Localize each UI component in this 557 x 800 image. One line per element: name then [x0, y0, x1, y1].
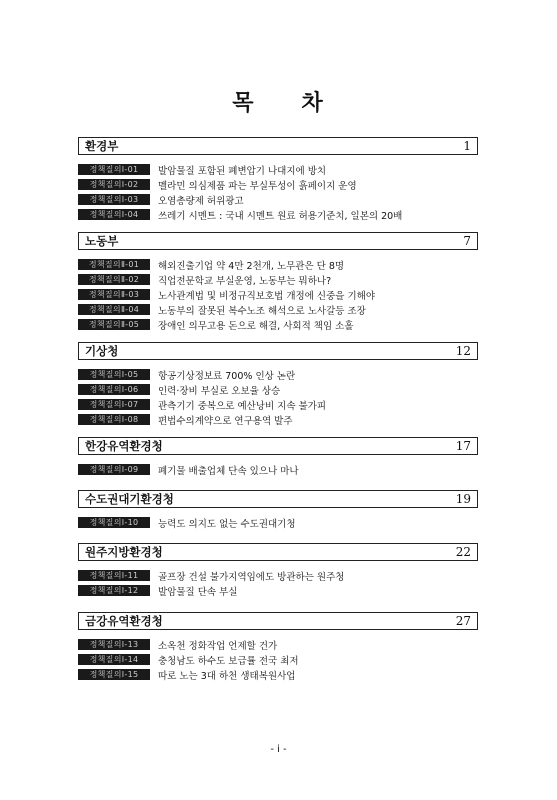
section-heading-box — [78, 437, 478, 455]
section-wonju-office — [78, 543, 478, 598]
section-page-number: 19 — [455, 492, 471, 506]
section-page-number: 12 — [455, 344, 471, 358]
section-page-number: 1 — [463, 139, 471, 153]
list-item[interactable] — [78, 257, 478, 272]
title-part-1: 목 — [232, 91, 256, 116]
section-page-number: 17 — [455, 439, 471, 453]
section-heading: 환경부 — [85, 139, 119, 153]
item-tag: 정책질의Ⅰ-15 — [78, 669, 150, 680]
item-tag: 정책질의Ⅱ-03 — [78, 289, 150, 300]
item-tag: 정책질의Ⅰ-04 — [78, 209, 150, 220]
item-text: 발암물질 포함된 폐변압기 나대지에 방치 — [158, 165, 327, 177]
section-heading-box — [78, 342, 478, 360]
item-text: 직업전문학교 부실운영, 노동부는 뭐하나? — [158, 275, 332, 287]
item-text: 관측기기 중복으로 예산낭비 지속 불가피 — [158, 400, 327, 412]
item-text: 노사관계법 및 비정규직보호법 개정에 신중을 기해야 — [158, 290, 375, 302]
list-item[interactable] — [78, 272, 478, 287]
list-item[interactable] — [78, 667, 478, 682]
item-text: 능력도 의지도 없는 수도권대기청 — [158, 518, 296, 530]
item-tag: 정책질의Ⅰ-06 — [78, 384, 150, 395]
item-text: 발암물질 단속 부실 — [158, 586, 238, 598]
section-heading-box — [78, 232, 478, 250]
item-tag: 정책질의Ⅱ-04 — [78, 304, 150, 315]
title-part-2: 차 — [301, 91, 325, 116]
section-page-number: 7 — [463, 234, 471, 248]
item-text: 장애인 의무고용 돈으로 해결, 사회적 책임 소홀 — [158, 320, 354, 332]
section-heading: 수도권대기환경청 — [85, 492, 174, 506]
section-heading-box — [78, 543, 478, 561]
section-heading: 금강유역환경청 — [85, 614, 163, 628]
item-tag: 정책질의Ⅰ-08 — [78, 414, 150, 425]
list-item[interactable] — [78, 637, 478, 652]
section-labor-ministry — [78, 232, 478, 332]
item-tag: 정책질의Ⅰ-14 — [78, 654, 150, 665]
item-tag: 정책질의Ⅰ-01 — [78, 164, 150, 175]
list-item[interactable] — [78, 412, 478, 427]
item-text: 따로 노는 3대 하천 생태복원사업 — [158, 670, 296, 682]
section-meteorological-administration — [78, 342, 478, 427]
item-text: 충청남도 하수도 보급률 전국 최저 — [158, 655, 299, 667]
list-item[interactable] — [78, 367, 478, 382]
item-text: 항공기상정보료 700% 인상 논란 — [158, 370, 296, 382]
item-text: 폐기물 배출업체 단속 있으나 마나 — [158, 465, 299, 477]
list-item[interactable] — [78, 177, 478, 192]
item-tag: 정책질의Ⅱ-05 — [78, 319, 150, 330]
item-text: 인력·장비 부실로 오보율 상승 — [158, 385, 281, 397]
item-tag: 정책질의Ⅰ-11 — [78, 570, 150, 581]
item-text: 쓰레기 시멘트 : 국내 시멘트 원료 허용기준치, 일본의 20배 — [158, 210, 403, 222]
section-heading: 기상청 — [85, 344, 119, 358]
item-tag: 정책질의Ⅰ-05 — [78, 369, 150, 380]
item-tag: 정책질의Ⅰ-09 — [78, 464, 150, 475]
section-page-number: 27 — [455, 614, 471, 628]
item-tag: 정책질의Ⅰ-03 — [78, 194, 150, 205]
section-geum-river-office — [78, 612, 478, 682]
section-heading: 노동부 — [85, 234, 119, 248]
item-tag: 정책질의Ⅱ-01 — [78, 259, 150, 270]
list-item[interactable] — [78, 302, 478, 317]
item-text: 편법수의계약으로 연구용역 발주 — [158, 415, 293, 427]
item-text: 골프장 건설 불가지역임에도 방관하는 원주청 — [158, 571, 345, 583]
list-item[interactable] — [78, 287, 478, 302]
list-item[interactable] — [78, 382, 478, 397]
item-tag: 정책질의Ⅰ-02 — [78, 179, 150, 190]
list-item[interactable] — [78, 515, 478, 530]
section-capital-air-office — [78, 490, 478, 530]
list-item[interactable] — [78, 207, 478, 222]
item-tag: 정책질의Ⅰ-07 — [78, 399, 150, 410]
list-item[interactable] — [78, 568, 478, 583]
section-environment-ministry — [78, 137, 478, 222]
item-text: 소옥천 정화작업 언제할 건가 — [158, 640, 278, 652]
list-item[interactable] — [78, 583, 478, 598]
section-heading-box — [78, 490, 478, 508]
item-tag: 정책질의Ⅰ-12 — [78, 585, 150, 596]
list-item[interactable] — [78, 192, 478, 207]
list-item[interactable] — [78, 162, 478, 177]
item-text: 해외진출기업 약 4만 2천개, 노무관은 단 8명 — [158, 260, 345, 272]
list-item[interactable] — [78, 652, 478, 667]
section-heading: 한강유역환경청 — [85, 439, 163, 453]
section-page-number: 22 — [455, 545, 471, 559]
list-item[interactable] — [78, 397, 478, 412]
page-footer: - i - — [270, 744, 287, 755]
item-text: 노동부의 잘못된 복수노조 해석으로 노사갈등 조장 — [158, 305, 366, 317]
list-item[interactable] — [78, 462, 478, 477]
item-tag: 정책질의Ⅱ-02 — [78, 274, 150, 285]
section-heading: 원주지방환경청 — [85, 545, 163, 559]
section-heading-box — [78, 137, 478, 155]
item-text: 멜라민 의심제품 파는 부실투성이 흙페이지 운영 — [158, 180, 357, 192]
section-heading-box — [78, 612, 478, 630]
page-title — [0, 86, 557, 117]
section-han-river-office — [78, 437, 478, 477]
item-tag: 정책질의Ⅰ-13 — [78, 639, 150, 650]
list-item[interactable] — [78, 317, 478, 332]
item-tag: 정책질의Ⅰ-10 — [78, 517, 150, 528]
item-text: 오염총량제 허위광고 — [158, 195, 244, 207]
